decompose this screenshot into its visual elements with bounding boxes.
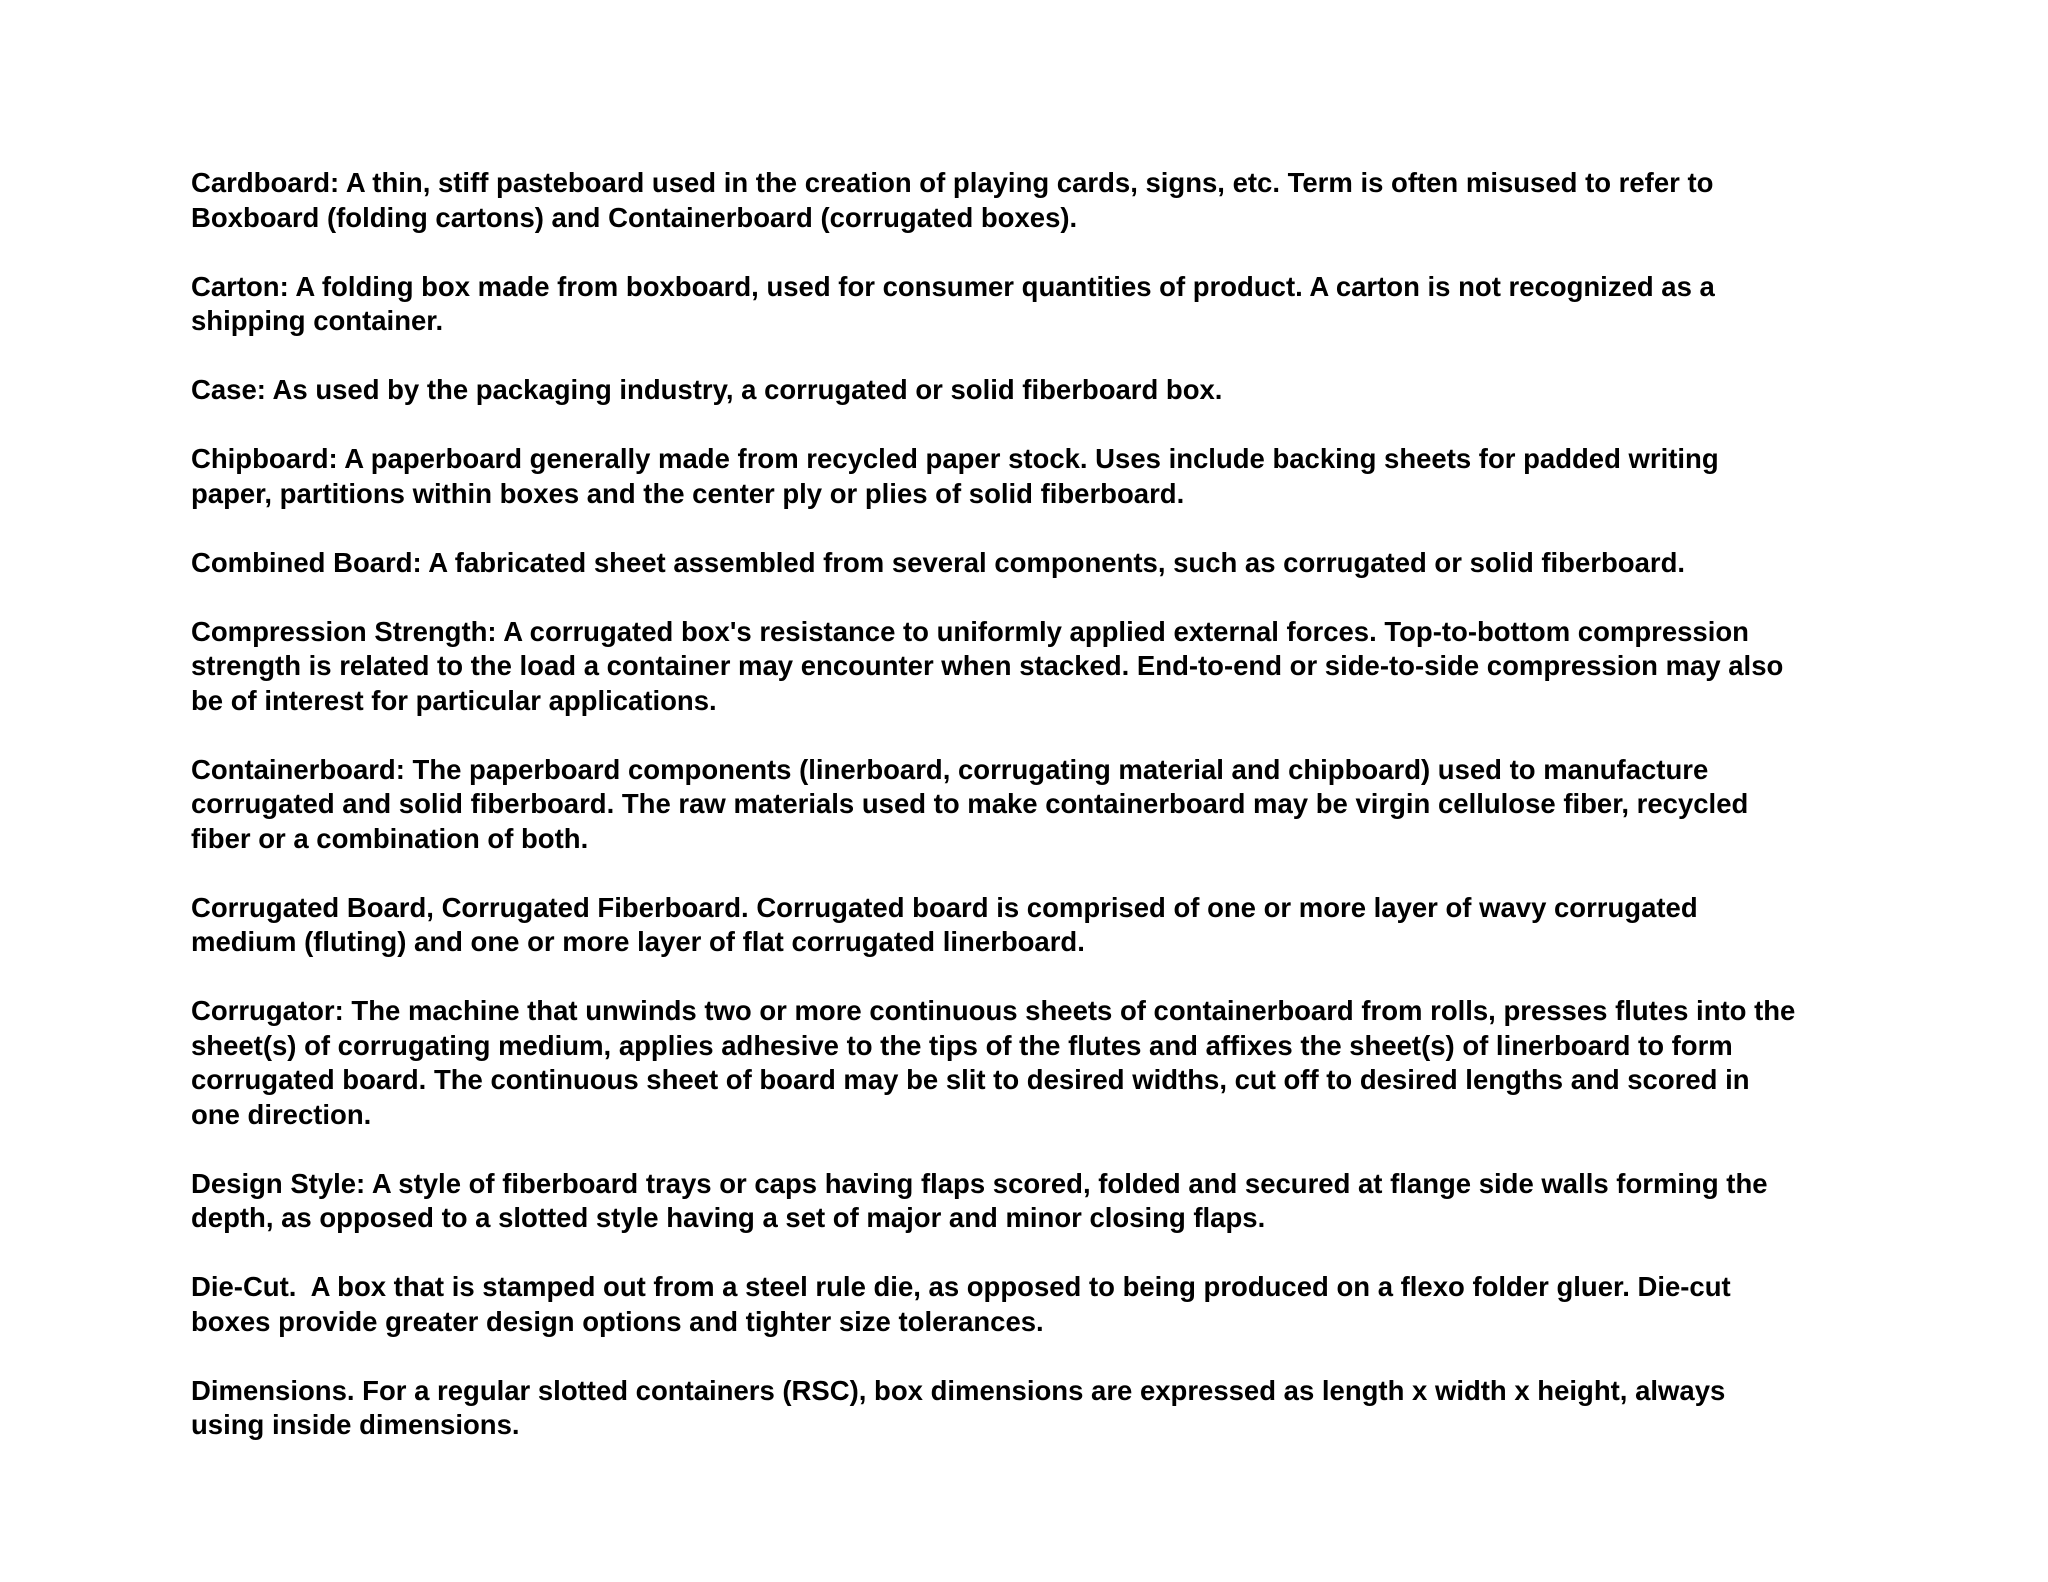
glossary-entry-line: be of interest for particular applications. [191,684,717,716]
glossary-entry [191,442,1891,511]
glossary-entry [191,270,1891,339]
glossary-entry-line: Compression Strength: A corrugated box's resistance to uniformly applied external forces. Top-to-bottom compression [191,615,1749,647]
glossary-entry [191,1270,1891,1339]
glossary-entry-line: Die-Cut. A box that is stamped out from a steel rule die, as opposed to being produced on a flexo folder gluer. Die-cut [191,1271,1731,1302]
glossary-entry-line: Corrugated Board, Corrugated Fiberboard. Corrugated board is comprised of one or more layer of wavy corrugated [191,891,1698,923]
glossary-entry-line: strength is related to the load a container may encounter when stacked. End-to-end or side-to-side compression may also [191,650,1784,681]
glossary-entry [191,1374,1891,1443]
glossary-entry-line: Case: As used by the packaging industry, a corrugated or solid fiberboard box. [191,374,1223,405]
glossary-entry-line: Chipboard: A paperboard generally made from recycled paper stock. Uses include backing sheets for padded writing [191,443,1719,474]
glossary-page [191,166,1891,1477]
glossary-entry-line: Corrugator: The machine that unwinds two or more continuous sheets of containerboard from rolls, presses flutes into the [191,995,1796,1026]
glossary-entry [191,166,1891,235]
glossary-entry-line: medium (fluting) and one or more layer of flat corrugated linerboard. [191,926,1085,957]
glossary-entry-line: Combined Board: A fabricated sheet assembled from several components, such as corrugated or solid fiberboard. [191,546,1686,578]
glossary-entry-line: paper, partitions within boxes and the center ply or plies of solid fiberboard. [191,477,1185,509]
glossary-entry-line: boxes provide greater design options and tighter size tolerances. [191,1305,1044,1337]
glossary-entry [191,1167,1891,1236]
glossary-entry-line: Dimensions. For a regular slotted containers (RSC), box dimensions are expressed as length x width x height, always [191,1374,1726,1406]
glossary-entry-line: using inside dimensions. [191,1409,520,1440]
glossary-entry-line: Boxboard (folding cartons) and Containerboard (corrugated boxes). [191,201,1078,233]
glossary-entry-line: corrugated and solid fiberboard. The raw materials used to make containerboard may be virgin cellulose fiber, recycled [191,788,1749,819]
glossary-entry-line: Design Style: A style of fiberboard trays or caps having flaps scored, folded and secured at flange side walls forming the [191,1167,1768,1199]
glossary-entry [191,891,1891,960]
glossary-entry [191,373,1891,408]
glossary-entry [191,753,1891,857]
glossary-entry-line: shipping container. [191,305,444,336]
glossary-entry-line: one direction. [191,1098,372,1130]
glossary-entry [191,615,1891,719]
glossary-entry-line: Containerboard: The paperboard components (linerboard, corrugating material and chipboard) used to manufacture [191,753,1709,785]
glossary-entry [191,546,1891,581]
glossary-entries [191,166,1891,1443]
glossary-entry-line: corrugated board. The continuous sheet of board may be slit to desired widths, cut off to desired lengths and scored in [191,1064,1750,1095]
glossary-entry [191,994,1891,1132]
glossary-entry-line: depth, as opposed to a slotted style having a set of major and minor closing flaps. [191,1202,1266,1233]
glossary-entry-line: sheet(s) of corrugating medium, applies adhesive to the tips of the flutes and affixes the sheet(s) of linerboard to form [191,1029,1733,1061]
glossary-entry-line: Carton: A folding box made from boxboard, used for consumer quantities of product. A carton is not recognized as a [191,270,1715,302]
glossary-entry-line: Cardboard: A thin, stiff pasteboard used in the creation of playing cards, signs, etc. Term is often misused to refer to [191,167,1714,198]
glossary-entry-line: fiber or a combination of both. [191,822,589,854]
